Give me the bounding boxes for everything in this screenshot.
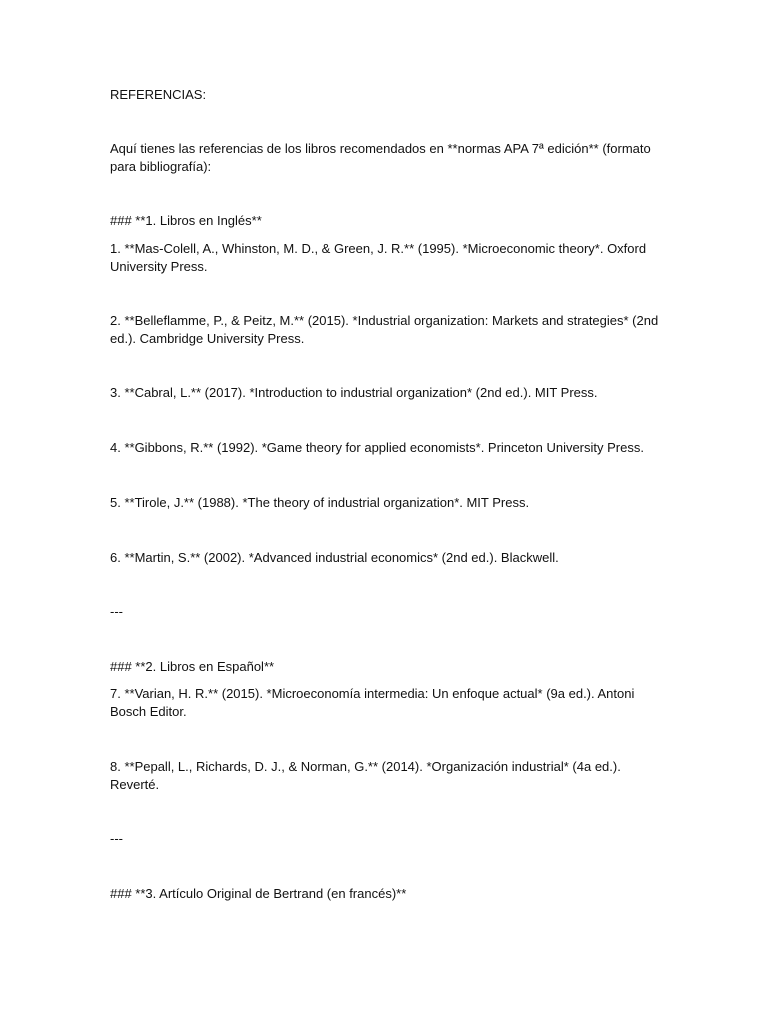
reference-5: 5. **Tirole, J.** (1988). *The theory of industrial organization*. MIT Press. [110,495,530,510]
separator-1: --- [110,604,123,619]
reference-8: 8. **Pepall, L., Richards, D. J., & Norman, G.** (2014). *Organización industrial* (4a ed.). Reverté. [110,759,625,792]
reference-6: 6. **Martin, S.** (2002). *Advanced industrial economics* (2nd ed.). Blackwell. [110,550,559,565]
reference-1: 1. **Mas-Colell, A., Whinston, M. D., & Green, J. R.** (1995). *Microeconomic theory*. Oxford University Press. [110,241,650,274]
section-3-title: ### **3. Artículo Original de Bertrand (en francés)** [110,886,407,901]
reference-7: 7. **Varian, H. R.** (2015). *Microeconomía intermedia: Un enfoque actual* (9a ed.). Antoni Bosch Editor. [110,686,638,719]
section-2-title: ### **2. Libros en Español** [110,659,275,674]
section-1-title: ### **1. Libros en Inglés** [110,213,262,228]
document-heading: REFERENCIAS: [110,87,207,102]
separator-2: --- [110,831,123,846]
intro-paragraph: Aquí tienes las referencias de los libros recomendados en **normas APA 7ª edición** (formato para bibliografía): [110,141,655,174]
reference-4: 4. **Gibbons, R.** (1992). *Game theory for applied economists*. Princeton University Press. [110,440,644,455]
reference-3: 3. **Cabral, L.** (2017). *Introduction to industrial organization* (2nd ed.). MIT Press. [110,385,598,400]
reference-2: 2. **Belleflamme, P., & Peitz, M.** (2015). *Industrial organization: Markets and strategies* (2nd ed.). Cambridge University Press. [110,313,662,346]
